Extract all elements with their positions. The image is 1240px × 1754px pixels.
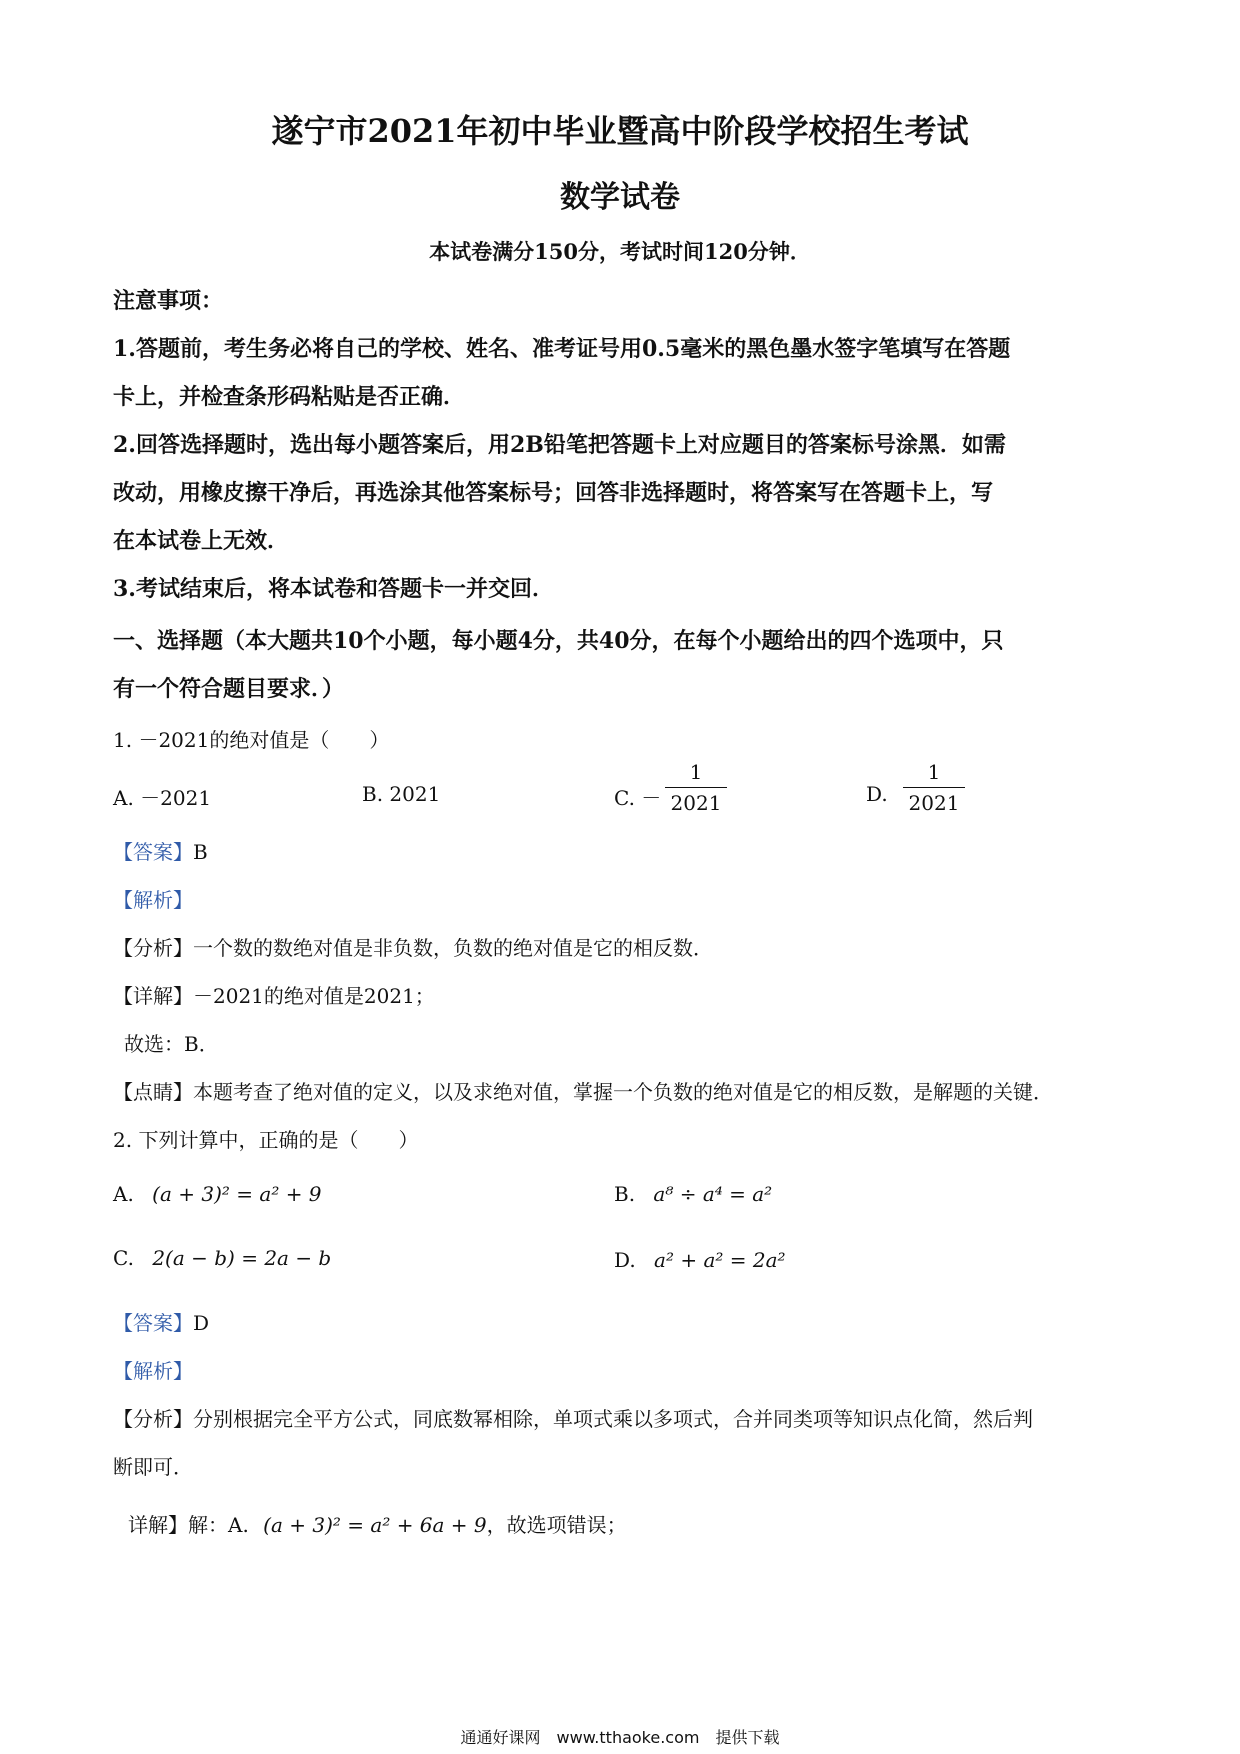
q1-detailed-solution: 【详解】－2021的绝对值是2021；: [113, 984, 435, 1008]
fraction-bar: [903, 787, 965, 788]
q1-analysis: 【分析】一个数的数绝对值是非负数，负数的绝对值是它的相反数．: [113, 936, 713, 960]
notice-heading: 注意事项：: [113, 288, 224, 314]
q2-option-b-label: B.: [614, 1182, 636, 1206]
footer-watermark: 通通好课网 www.tthaoke.com 提供下载: [460, 1728, 780, 1747]
q1-option-c-fraction: [665, 760, 727, 815]
q2-option-a-expression: (a + 3)² = a² + 9: [152, 1182, 322, 1206]
q2-option-d-expression: a² + a² = 2a²: [654, 1248, 786, 1272]
q2-option-b: [614, 1182, 772, 1206]
q1-answer-value: B: [193, 840, 208, 864]
section-heading-line-2: 有一个符合题目要求．）: [113, 676, 345, 702]
score-line: 本试卷满分150分，考试时间120分钟．: [429, 239, 811, 264]
section-heading-line-1: 一、选择题（本大题共10个小题，每小题4分，共40分，在每个小题给出的四个选项中，只: [113, 628, 1004, 654]
q1-option-c-denominator: 2021: [670, 791, 722, 815]
q2-solution-expression: (a + 3)² = a² + 6a + 9: [263, 1513, 487, 1537]
exam-subtitle: 数学试卷: [560, 180, 680, 215]
notice-item-2-line-1: 2.回答选择题时，选出每小题答案后，用2B铅笔把答题卡上对应题目的答案标号涂黑．如需: [113, 432, 1006, 458]
q1-option-a: A. －2021: [113, 786, 212, 810]
q1-option-b: B. 2021: [362, 782, 441, 806]
q2-option-d-label: D.: [614, 1248, 636, 1272]
q1-answer-tag: 【答案】: [113, 840, 193, 864]
q2-option-c: [113, 1246, 331, 1270]
q1-option-c-label: C. －: [614, 786, 662, 810]
q2-detailed-solution: [128, 1509, 627, 1538]
q1-option-d-denominator: 2021: [908, 791, 960, 815]
q2-analysis-line-1: 【分析】分别根据完全平方公式，同底数幂相除，单项式乘以多项式，合并同类项等知识点化简，然后判: [113, 1407, 1033, 1431]
notice-item-2-line-3: 在本试卷上无效．: [113, 528, 290, 554]
q2-option-a: [113, 1182, 322, 1206]
q1-option-d-label: D.: [866, 782, 888, 806]
q2-stem: 2. 下列计算中，正确的是（ ）: [113, 1128, 419, 1152]
q2-option-c-expression: 2(a − b) = 2a − b: [152, 1246, 332, 1270]
q2-option-b-expression: a⁸ ÷ a⁴ = a²: [653, 1182, 773, 1206]
notice-item-3: 3.考试结束后，将本试卷和答题卡一并交回．: [113, 576, 554, 602]
q2-solution-prefix: 详解】解：A.: [128, 1513, 249, 1537]
q1-jiexi-tag: 【解析】: [113, 888, 193, 912]
q1-commentary: 【点睛】本题考查了绝对值的定义，以及求绝对值，掌握一个负数的绝对值是它的相反数，是解题的关键．: [113, 1080, 1053, 1104]
q2-answer-row: [113, 1307, 209, 1336]
q2-solution-suffix: ，故选项错误；: [486, 1513, 627, 1537]
q1-option-c-numerator: 1: [689, 760, 703, 784]
exam-title: 遂宁市2021年初中毕业暨高中阶段学校招生考试: [271, 112, 969, 150]
notice-item-1-line-1: 1.答题前，考生务必将自己的学校、姓名、准考证号用0.5毫米的黑色墨水签字笔填写在答题: [113, 336, 1011, 362]
q2-jiexi-tag: 【解析】: [113, 1359, 193, 1383]
q2-analysis-line-2: 断即可．: [113, 1455, 193, 1479]
fraction-bar: [665, 787, 727, 788]
q2-answer-tag: 【答案】: [113, 1311, 193, 1335]
q1-answer-row: [113, 836, 208, 865]
q1-option-d-fraction: [903, 760, 965, 815]
q2-option-c-label: C.: [113, 1246, 134, 1270]
q2-option-a-label: A.: [113, 1182, 134, 1206]
notice-item-2-line-2: 改动，用橡皮擦干净后，再选涂其他答案标号；回答非选择题时，将答案写在答题卡上，写: [113, 480, 994, 506]
q2-option-d: [614, 1248, 786, 1272]
q1-stem: 1. －2021的绝对值是（ ）: [113, 728, 390, 752]
q1-choice: 故选：B．: [124, 1032, 219, 1056]
q2-answer-value: D: [193, 1311, 210, 1335]
notice-item-1-line-2: 卡上，并检查条形码粘贴是否正确．: [113, 384, 466, 410]
q1-option-d-numerator: 1: [927, 760, 941, 784]
